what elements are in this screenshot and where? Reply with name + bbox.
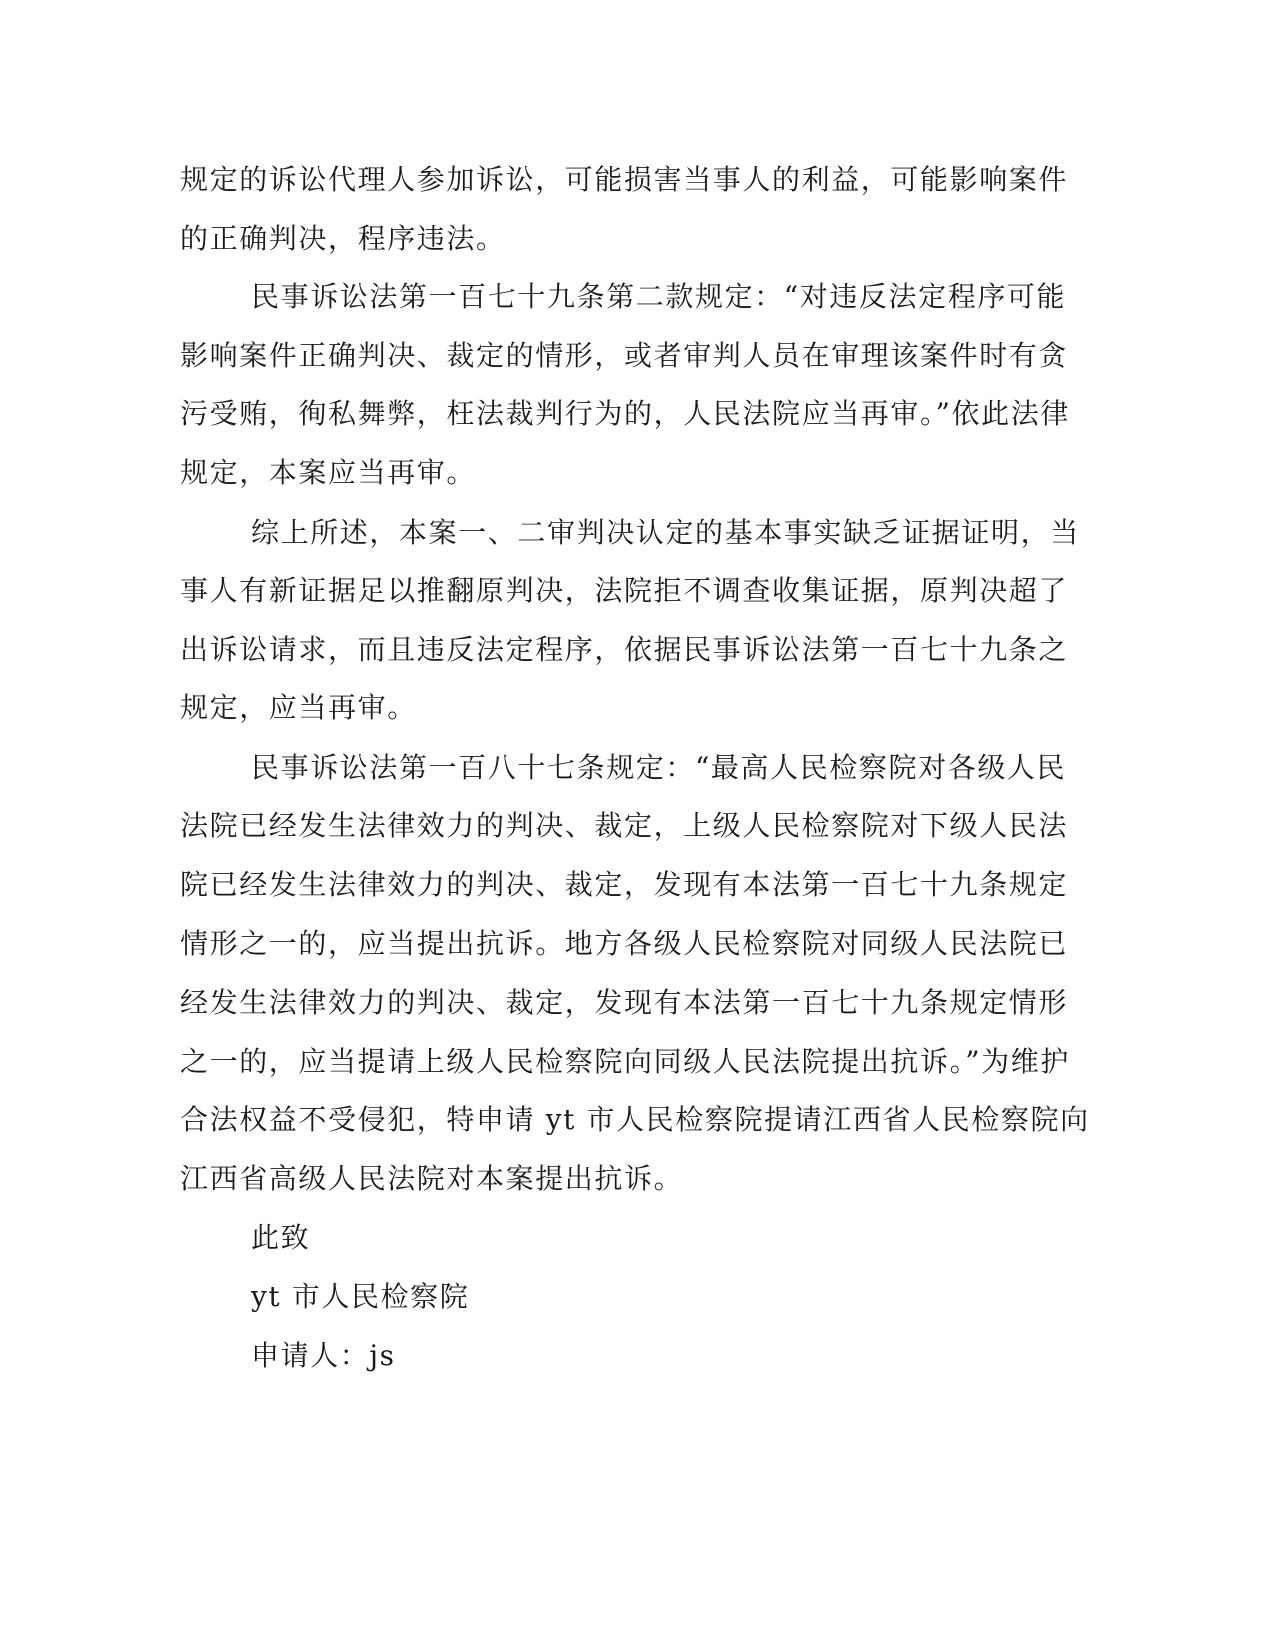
text-line: 规定的诉讼代理人参加诉讼，可能损害当事人的利益，可能影响案件 [180,163,1069,196]
text-line: 出诉讼请求，而且违反法定程序，依据民事诉讼法第一百七十九条之 [180,633,1069,666]
text-line: 的正确判决，程序违法。 [180,222,506,255]
text-line: 民事诉讼法第一百七十九条第二款规定：“对违反法定程序可能 [251,280,1067,313]
text-line: 规定，本案应当再审。 [180,456,477,489]
closing-applicant: 申请人：js [251,1339,396,1372]
text-line: 之一的，应当提请上级人民检察院向同级人民法院提出抗诉。”为维护 [180,1045,1070,1078]
closing-salutation: 此致 [251,1221,311,1254]
text-line: 污受贿，徇私舞弊，枉法裁判行为的，人民法院应当再审。”依此法律 [180,397,1070,430]
text-line: 事人有新证据足以推翻原判决，法院拒不调查收集证据，原判决超了 [180,574,1069,607]
text-line: 规定，应当再审。 [180,691,417,724]
text-line: 民事诉讼法第一百八十七条规定：“最高人民检察院对各级人民 [251,751,1067,784]
text-line: 综上所述，本案一、二审判决认定的基本事实缺乏证据证明，当 [251,516,1080,549]
text-line: 情形之一的，应当提出抗诉。地方各级人民检察院对同级人民法院已 [180,927,1069,960]
text-line: 合法权益不受侵犯，特申请 yt 市人民检察院提请江西省人民检察院向 [180,1103,1090,1136]
text-line: 江西省高级人民法院对本案提出抗诉。 [180,1162,684,1195]
text-line: 院已经发生法律效力的判决、裁定，发现有本法第一百七十九条规定 [180,868,1069,901]
text-line: 法院已经发生法律效力的判决、裁定，上级人民检察院对下级人民法 [180,809,1069,842]
text-line: 经发生法律效力的判决、裁定，发现有本法第一百七十九条规定情形 [180,986,1069,1019]
text-line: 影响案件正确判决、裁定的情形，或者审判人员在审理该案件时有贪 [180,339,1069,372]
closing-recipient: yt 市人民检察院 [251,1280,470,1313]
